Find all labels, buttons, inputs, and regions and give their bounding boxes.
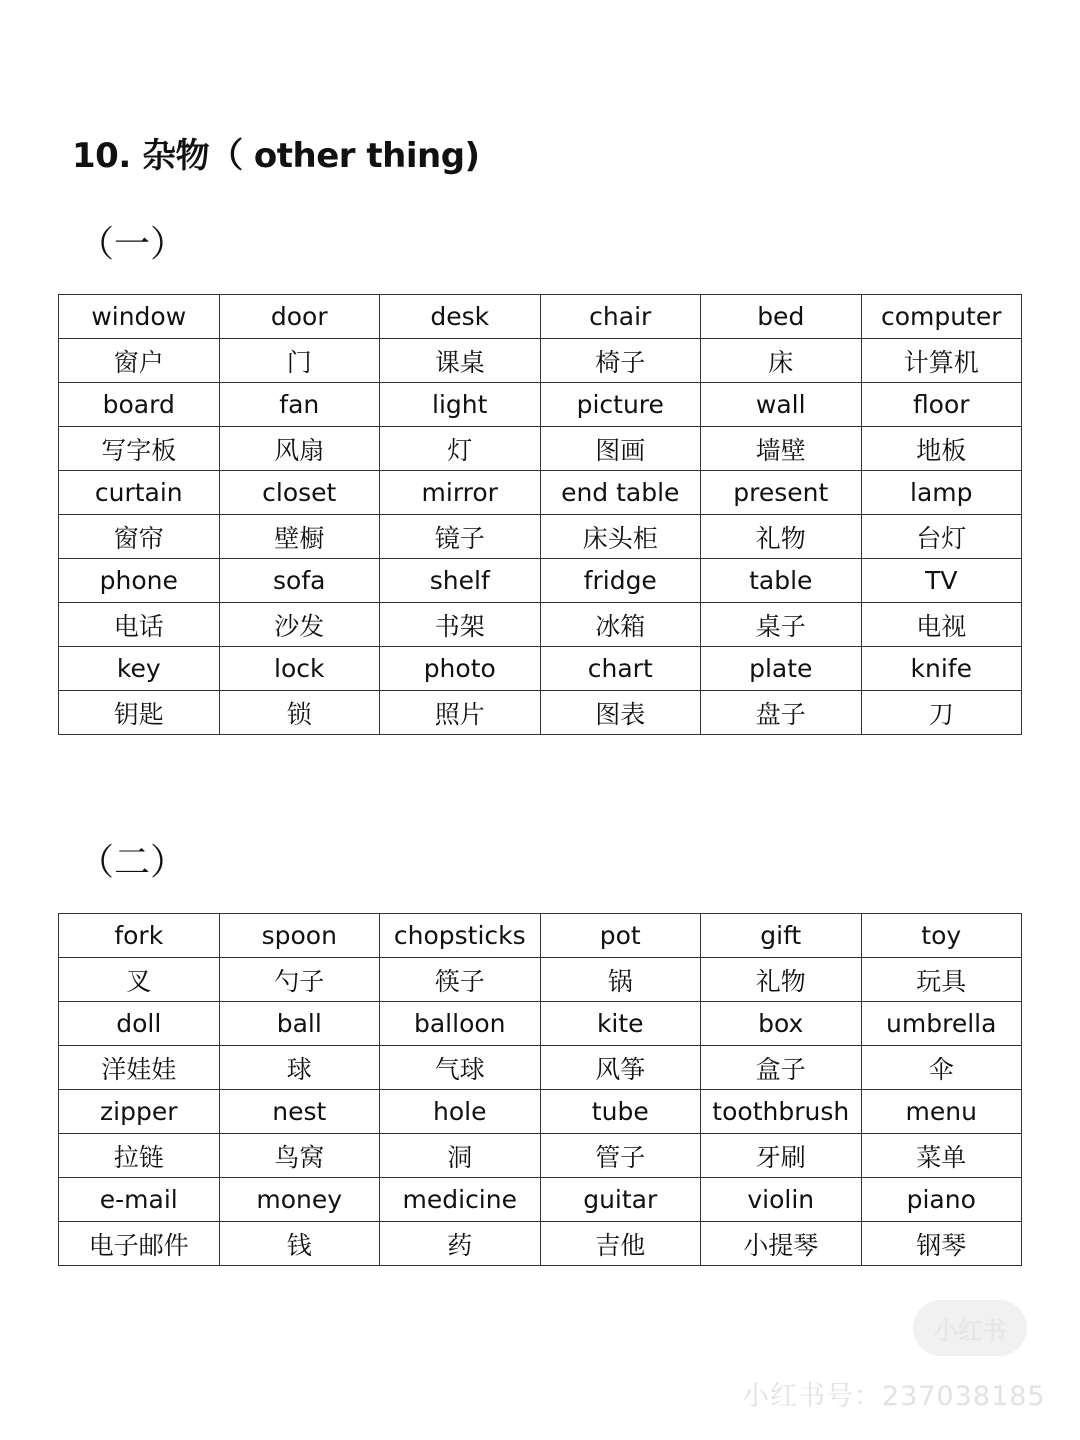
english-word-cell: photo bbox=[380, 647, 541, 691]
chinese-word-cell: 电话 bbox=[59, 603, 220, 647]
english-word-cell: sofa bbox=[219, 559, 380, 603]
english-word-cell: picture bbox=[540, 383, 701, 427]
chinese-word-cell: 钥匙 bbox=[59, 691, 220, 735]
english-word-cell: wall bbox=[701, 383, 862, 427]
table-row bbox=[59, 1178, 1022, 1222]
table-row bbox=[59, 1134, 1022, 1178]
english-word-cell: gift bbox=[701, 914, 862, 958]
chinese-word-cell: 菜单 bbox=[861, 1134, 1022, 1178]
chinese-word-cell: 地板 bbox=[861, 427, 1022, 471]
english-word-cell: lock bbox=[219, 647, 380, 691]
english-word-cell: floor bbox=[861, 383, 1022, 427]
chinese-word-cell: 课桌 bbox=[380, 339, 541, 383]
english-word-cell: desk bbox=[380, 295, 541, 339]
chinese-word-cell: 桌子 bbox=[701, 603, 862, 647]
english-word-cell: menu bbox=[861, 1090, 1022, 1134]
table-row bbox=[59, 1090, 1022, 1134]
english-word-cell: balloon bbox=[380, 1002, 541, 1046]
chinese-word-cell: 盘子 bbox=[701, 691, 862, 735]
chinese-word-cell: 拉链 bbox=[59, 1134, 220, 1178]
table-row bbox=[59, 958, 1022, 1002]
chinese-word-cell: 小提琴 bbox=[701, 1222, 862, 1266]
table-row bbox=[59, 914, 1022, 958]
chinese-word-cell: 锁 bbox=[219, 691, 380, 735]
table-row bbox=[59, 647, 1022, 691]
table-row bbox=[59, 1002, 1022, 1046]
chinese-word-cell: 叉 bbox=[59, 958, 220, 1002]
chinese-word-cell: 盒子 bbox=[701, 1046, 862, 1090]
chinese-word-cell: 窗帘 bbox=[59, 515, 220, 559]
english-word-cell: table bbox=[701, 559, 862, 603]
english-word-cell: toy bbox=[861, 914, 1022, 958]
english-word-cell: key bbox=[59, 647, 220, 691]
english-word-cell: computer bbox=[861, 295, 1022, 339]
english-word-cell: pot bbox=[540, 914, 701, 958]
english-word-cell: tube bbox=[540, 1090, 701, 1134]
english-word-cell: lamp bbox=[861, 471, 1022, 515]
chinese-word-cell: 窗户 bbox=[59, 339, 220, 383]
chinese-word-cell: 礼物 bbox=[701, 958, 862, 1002]
english-word-cell: kite bbox=[540, 1002, 701, 1046]
english-word-cell: piano bbox=[861, 1178, 1022, 1222]
table-row bbox=[59, 559, 1022, 603]
chinese-word-cell: 图画 bbox=[540, 427, 701, 471]
english-word-cell: fridge bbox=[540, 559, 701, 603]
english-word-cell: chart bbox=[540, 647, 701, 691]
page-title: 10. 杂物（ other thing) bbox=[72, 136, 480, 176]
chinese-word-cell: 气球 bbox=[380, 1046, 541, 1090]
section-heading-1: （一） bbox=[78, 224, 187, 265]
english-word-cell: ball bbox=[219, 1002, 380, 1046]
chinese-word-cell: 椅子 bbox=[540, 339, 701, 383]
chinese-word-cell: 钱 bbox=[219, 1222, 380, 1266]
english-word-cell: violin bbox=[701, 1178, 862, 1222]
chinese-word-cell: 台灯 bbox=[861, 515, 1022, 559]
chinese-word-cell: 电子邮件 bbox=[59, 1222, 220, 1266]
english-word-cell: end table bbox=[540, 471, 701, 515]
chinese-word-cell: 刀 bbox=[861, 691, 1022, 735]
chinese-word-cell: 计算机 bbox=[861, 339, 1022, 383]
chinese-word-cell: 洞 bbox=[380, 1134, 541, 1178]
chinese-word-cell: 电视 bbox=[861, 603, 1022, 647]
chinese-word-cell: 壁橱 bbox=[219, 515, 380, 559]
english-word-cell: curtain bbox=[59, 471, 220, 515]
chinese-word-cell: 球 bbox=[219, 1046, 380, 1090]
chinese-word-cell: 筷子 bbox=[380, 958, 541, 1002]
chinese-word-cell: 勺子 bbox=[219, 958, 380, 1002]
table-row bbox=[59, 691, 1022, 735]
chinese-word-cell: 钢琴 bbox=[861, 1222, 1022, 1266]
english-word-cell: closet bbox=[219, 471, 380, 515]
english-word-cell: chair bbox=[540, 295, 701, 339]
english-word-cell: light bbox=[380, 383, 541, 427]
english-word-cell: box bbox=[701, 1002, 862, 1046]
table-row bbox=[59, 1046, 1022, 1090]
chinese-word-cell: 床 bbox=[701, 339, 862, 383]
chinese-word-cell: 玩具 bbox=[861, 958, 1022, 1002]
vocab-table-1 bbox=[58, 294, 1022, 735]
chinese-word-cell: 管子 bbox=[540, 1134, 701, 1178]
table-row bbox=[59, 1222, 1022, 1266]
watermark-id: 小红书号：237038185 bbox=[742, 1381, 1046, 1412]
section-heading-2: （二） bbox=[78, 842, 187, 883]
chinese-word-cell: 冰箱 bbox=[540, 603, 701, 647]
chinese-word-cell: 风扇 bbox=[219, 427, 380, 471]
english-word-cell: toothbrush bbox=[701, 1090, 862, 1134]
english-word-cell: fan bbox=[219, 383, 380, 427]
english-word-cell: umbrella bbox=[861, 1002, 1022, 1046]
english-word-cell: guitar bbox=[540, 1178, 701, 1222]
chinese-word-cell: 礼物 bbox=[701, 515, 862, 559]
chinese-word-cell: 照片 bbox=[380, 691, 541, 735]
vocab-table-2 bbox=[58, 913, 1022, 1266]
watermark-logo: 小红书 bbox=[913, 1300, 1027, 1356]
chinese-word-cell: 写字板 bbox=[59, 427, 220, 471]
english-word-cell: door bbox=[219, 295, 380, 339]
chinese-word-cell: 书架 bbox=[380, 603, 541, 647]
english-word-cell: fork bbox=[59, 914, 220, 958]
chinese-word-cell: 图表 bbox=[540, 691, 701, 735]
english-word-cell: mirror bbox=[380, 471, 541, 515]
table-row bbox=[59, 383, 1022, 427]
table-row bbox=[59, 603, 1022, 647]
english-word-cell: chopsticks bbox=[380, 914, 541, 958]
english-word-cell: board bbox=[59, 383, 220, 427]
chinese-word-cell: 门 bbox=[219, 339, 380, 383]
english-word-cell: medicine bbox=[380, 1178, 541, 1222]
english-word-cell: window bbox=[59, 295, 220, 339]
table-row bbox=[59, 427, 1022, 471]
chinese-word-cell: 药 bbox=[380, 1222, 541, 1266]
english-word-cell: shelf bbox=[380, 559, 541, 603]
english-word-cell: TV bbox=[861, 559, 1022, 603]
chinese-word-cell: 洋娃娃 bbox=[59, 1046, 220, 1090]
chinese-word-cell: 伞 bbox=[861, 1046, 1022, 1090]
english-word-cell: knife bbox=[861, 647, 1022, 691]
chinese-word-cell: 锅 bbox=[540, 958, 701, 1002]
chinese-word-cell: 风筝 bbox=[540, 1046, 701, 1090]
table-row bbox=[59, 295, 1022, 339]
english-word-cell: hole bbox=[380, 1090, 541, 1134]
table-row bbox=[59, 471, 1022, 515]
english-word-cell: present bbox=[701, 471, 862, 515]
chinese-word-cell: 吉他 bbox=[540, 1222, 701, 1266]
english-word-cell: zipper bbox=[59, 1090, 220, 1134]
chinese-word-cell: 镜子 bbox=[380, 515, 541, 559]
english-word-cell: money bbox=[219, 1178, 380, 1222]
english-word-cell: doll bbox=[59, 1002, 220, 1046]
chinese-word-cell: 鸟窝 bbox=[219, 1134, 380, 1178]
chinese-word-cell: 牙刷 bbox=[701, 1134, 862, 1178]
chinese-word-cell: 墙壁 bbox=[701, 427, 862, 471]
english-word-cell: bed bbox=[701, 295, 862, 339]
english-word-cell: e-mail bbox=[59, 1178, 220, 1222]
table-row bbox=[59, 339, 1022, 383]
chinese-word-cell: 床头柜 bbox=[540, 515, 701, 559]
chinese-word-cell: 灯 bbox=[380, 427, 541, 471]
english-word-cell: spoon bbox=[219, 914, 380, 958]
english-word-cell: plate bbox=[701, 647, 862, 691]
english-word-cell: phone bbox=[59, 559, 220, 603]
table-row bbox=[59, 515, 1022, 559]
chinese-word-cell: 沙发 bbox=[219, 603, 380, 647]
english-word-cell: nest bbox=[219, 1090, 380, 1134]
